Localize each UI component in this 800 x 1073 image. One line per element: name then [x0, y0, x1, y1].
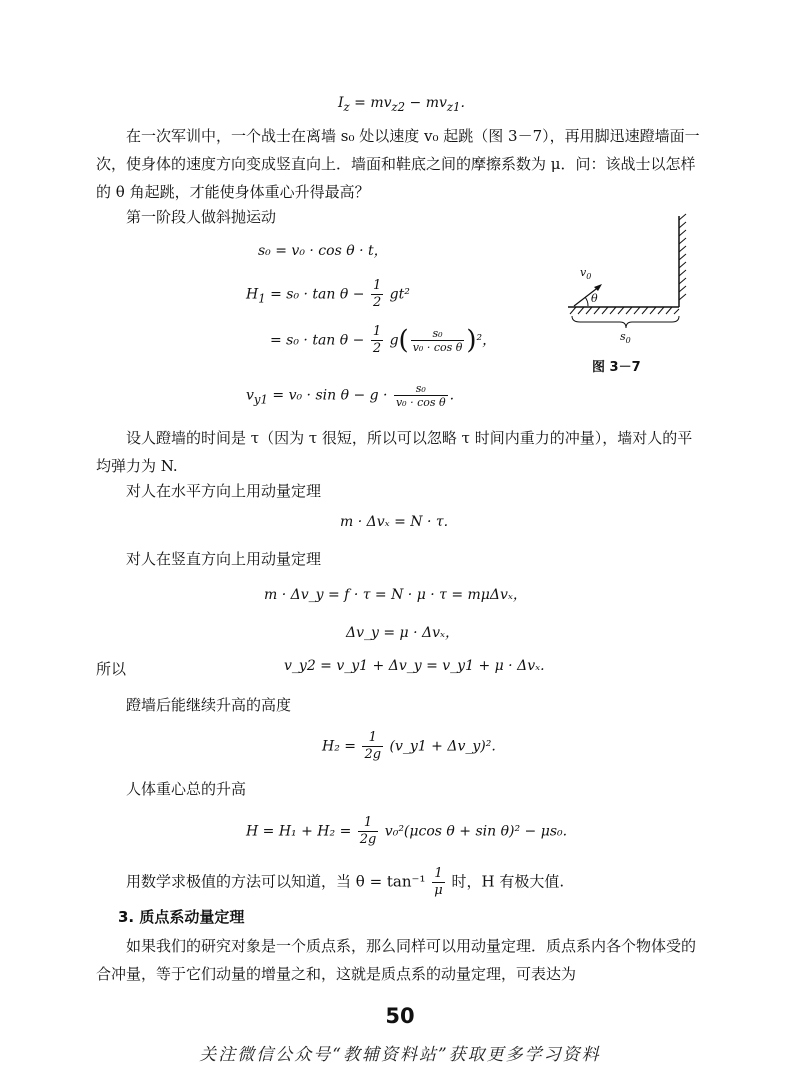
wall-push-paragraph: 设人蹬墙的时间是 τ（因为 τ 很短，所以可以忽略 τ 时间内重力的冲量），墙对人的平均弹力为 N.	[96, 429, 693, 475]
equation-vy2: v_y2 = v_y1 + Δv_y = v_y1 + μ · Δvₓ.	[284, 658, 545, 674]
fraction-half: $\frac{1}{2}$	[372, 278, 382, 310]
distance-label: $s_0$	[620, 330, 631, 345]
figure-3-7	[560, 210, 690, 345]
page-number: 50	[385, 1004, 415, 1028]
stage1-text: 第一阶段人做斜抛运动	[126, 208, 277, 226]
angle-label: θ	[591, 292, 598, 305]
equation-total-height: H = H₁ + H₂ = $\frac{1}{2g}$ v₀²(μcos θ + sin θ)² − μs₀.	[246, 815, 568, 847]
equation-s0: s₀ = v₀ · cos θ · t，	[258, 243, 388, 259]
wall-hatching	[679, 214, 686, 300]
velocity-label: $v_0$	[580, 266, 592, 281]
footer-watermark: 关注微信公众号“教辅资料站”获取更多学习资料	[199, 1045, 601, 1065]
section-heading: 3. 质点系动量定理	[118, 908, 245, 926]
equation-impulse-z: $I_z = mv_{z2} - mv_{z1}$.	[338, 95, 465, 114]
problem-paragraph: 在一次军训中，一个战士在离墙 s₀ 处以速度 v₀ 起跳（图 3－7），再用脚迅速蹬墙面一次，使身体的速度方向变成竖直向上．墙面和鞋底之间的摩擦系数为 μ．问：该战士以怎样的 θ 角起跳，才能使身体重心升得最高？	[96, 127, 700, 201]
suoyi-text: 所以	[96, 660, 127, 678]
figure-caption: 图 3－7	[592, 360, 641, 375]
equation-h1-expanded: = s₀ · tan θ − $\frac{1}{2}$ g( $\frac{\text{s₀}}{\text{v₀ · cos θ}}$ )²，	[270, 324, 497, 356]
equation-delta-vy: Δv_y = μ · Δvₓ，	[346, 625, 459, 641]
particle-system-paragraph: 如果我们的研究对象是一个质点系，那么同样可以用动量定理．质点系内各个物体受的合冲量，等于它们动量的增量之和，这就是质点系的动量定理，可表达为	[96, 937, 697, 983]
angle-arc	[585, 297, 588, 306]
stage5-text: 人体重心总的升高	[126, 780, 247, 798]
stage4-text: 蹬墙后能继续升高的高度	[126, 696, 292, 714]
equation-h1: $H_1 = s_0 \cdot \tan \theta$ − $\frac{1}{2}$ gt²	[246, 278, 410, 310]
distance-brace	[572, 316, 679, 328]
equation-horizontal-momentum: m · Δvₓ = N · τ.	[340, 514, 449, 530]
equation-h2: H₂ = $\frac{1}{2g}$ (v_y1 + Δv_y)².	[322, 730, 496, 762]
equation-vertical-momentum: m · Δv_y = f · τ = N · μ · τ = mμΔvₓ，	[264, 587, 527, 603]
stage3-text: 对人在竖直方向上用动量定理	[126, 550, 322, 568]
equation-vy1: $v_{y1} = v_0 \cdot \sin \theta - g$ · $\frac{\text{s₀}}{\text{v₀ · cos θ}}$ .	[246, 382, 455, 409]
conclusion-text: 用数学求极值的方法可以知道，当 θ = tan⁻¹ $\frac{1}{\mu}$ 时，H 有极大值.	[126, 866, 565, 898]
stage2-text: 对人在水平方向上用动量定理	[126, 482, 322, 500]
ground-hatching	[570, 307, 679, 314]
